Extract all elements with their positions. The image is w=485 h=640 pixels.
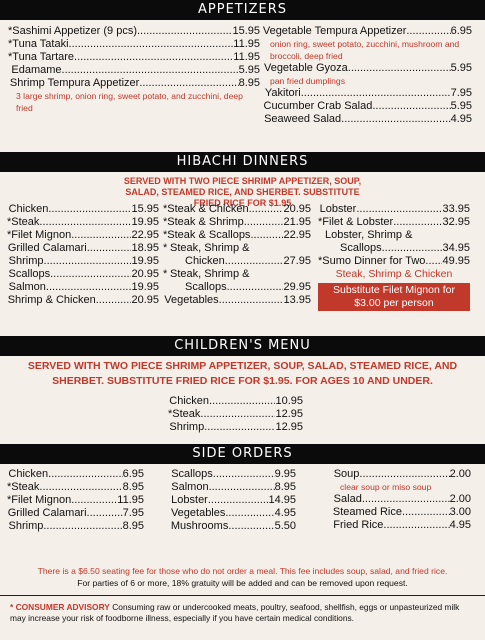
- item-price: 8.95: [122, 520, 144, 532]
- menu-item: [318, 255, 470, 268]
- leader-dots: [48, 468, 122, 481]
- item-name: Scallops: [171, 468, 213, 480]
- item-name: Steak: [172, 408, 201, 420]
- item-name: Tuna Tartare: [12, 51, 75, 63]
- item-name-continued: Chicken: [185, 255, 225, 267]
- menu-item: [7, 520, 144, 533]
- leader-dots: [204, 421, 275, 434]
- leader-dots: [208, 494, 269, 507]
- footer-divider: [0, 595, 485, 596]
- item-star: *: [8, 25, 13, 37]
- item-star: *: [163, 242, 168, 254]
- item-price: 11.95: [233, 51, 260, 63]
- item-price: 19.95: [131, 216, 159, 228]
- menu-item: [7, 468, 144, 481]
- item-star: *: [163, 229, 168, 241]
- leader-dots: [219, 294, 284, 307]
- leader-dots: [362, 493, 450, 506]
- item-name: Tuna Tataki: [12, 38, 69, 50]
- menu-item: [318, 203, 470, 216]
- item-name: Steak: [11, 216, 40, 228]
- item-price: 11.95: [117, 494, 144, 506]
- leader-dots: [50, 268, 131, 281]
- item-star: *: [318, 216, 323, 228]
- item-name: Steak, Shrimp &: [170, 268, 250, 280]
- item-name: Vegetable Tempura Appetizer: [262, 25, 407, 37]
- item-price: 2.00: [449, 493, 471, 505]
- menu-item: [163, 203, 311, 216]
- item-price: 5.95: [238, 64, 260, 76]
- seating-fee-note: There is a $6.50 seating fee for those who do not order a meal. This fee includes soup, salad, and fried rice.: [37, 566, 448, 576]
- item-price: 15.95: [232, 25, 260, 37]
- item-price: 3.00: [449, 506, 471, 518]
- menu-item: [7, 229, 159, 242]
- item-price: 19.95: [131, 281, 159, 293]
- item-price: 5.50: [274, 520, 296, 532]
- leader-dots: [402, 506, 450, 519]
- menu-item: [170, 494, 296, 507]
- sumo-description: Steak, Shrimp & Chicken: [335, 268, 453, 280]
- leader-dots: [359, 468, 449, 481]
- item-price: 22.95: [131, 229, 159, 241]
- hibachi-header: HIBACHI DINNERS: [0, 152, 485, 172]
- item-star: *: [7, 494, 12, 506]
- sides-column-3: [332, 468, 471, 532]
- advisory-star: *: [10, 602, 14, 612]
- item-name: Chicken: [8, 468, 49, 480]
- item-price: 4.95: [449, 519, 471, 531]
- item-name: Steak, Shrimp &: [170, 242, 250, 254]
- leader-dots: [39, 216, 131, 229]
- menu-item: [7, 255, 159, 268]
- menu-item: [318, 229, 470, 242]
- item-price: 11.95: [233, 38, 260, 50]
- menu-item: [168, 408, 303, 421]
- menu-item: [163, 216, 311, 229]
- item-price: 13.95: [283, 294, 311, 306]
- menu-item: [332, 493, 471, 506]
- item-name: Filet & Lobster: [322, 216, 394, 228]
- leader-dots: [43, 520, 122, 533]
- menu-item: [170, 507, 296, 520]
- item-price: 14.95: [268, 494, 296, 506]
- childrens-items: [168, 395, 303, 434]
- menu-item: [163, 268, 311, 281]
- leader-dots: [48, 203, 131, 216]
- item-name: Vegetables: [164, 294, 219, 306]
- advisory-label: CONSUMER ADVISORY: [15, 602, 110, 612]
- item-price: 8.95: [274, 481, 296, 493]
- item-star: *: [163, 203, 168, 215]
- item-name: Soup: [333, 468, 360, 480]
- menu-item: [170, 468, 296, 481]
- leader-dots: [200, 408, 275, 421]
- item-price: 18.95: [131, 242, 159, 254]
- childrens-menu-header: CHILDREN'S MENU: [0, 336, 485, 356]
- side-orders-header: SIDE ORDERS: [0, 444, 485, 464]
- menu-item: [7, 216, 159, 229]
- leader-dots: [46, 281, 132, 294]
- leader-dots: [87, 242, 132, 255]
- leader-dots: [382, 242, 443, 255]
- item-description: pan fried dumplings: [270, 76, 346, 86]
- leader-dots: [372, 100, 450, 113]
- item-price: 5.95: [450, 100, 472, 112]
- menu-item: [8, 64, 260, 77]
- hibachi-column-2: [163, 203, 311, 307]
- item-name: Salad: [333, 493, 362, 505]
- leader-dots: [87, 507, 123, 520]
- menu-item: [163, 229, 311, 242]
- item-star: *: [163, 268, 168, 280]
- menu-item: [7, 268, 159, 281]
- item-price: 10.95: [275, 395, 303, 407]
- item-price: 9.95: [274, 468, 296, 480]
- item-price: 34.95: [442, 242, 470, 254]
- item-name: Mushrooms: [170, 520, 229, 532]
- menu-item: [318, 216, 470, 229]
- item-star: *: [8, 38, 13, 50]
- item-price: 20.95: [131, 268, 159, 280]
- item-name: Scallops: [8, 268, 51, 280]
- leader-dots: [225, 255, 284, 268]
- item-name: Sashimi Appetizer (9 pcs): [12, 25, 137, 37]
- hibachi-column-1: [7, 203, 159, 307]
- menu-item: [8, 51, 260, 64]
- menu-item: [8, 77, 260, 90]
- menu-item: [262, 25, 472, 38]
- sides-column-1: [7, 468, 144, 533]
- item-star: *: [8, 51, 13, 63]
- item-price: 12.95: [275, 408, 303, 420]
- item-name: Steak & Shrimp: [167, 216, 244, 228]
- leader-dots: [213, 468, 275, 481]
- item-price: 12.95: [275, 421, 303, 433]
- item-price: 6.95: [122, 468, 144, 480]
- leader-dots: [301, 87, 451, 100]
- item-price: 20.95: [131, 294, 159, 306]
- menu-item: [168, 421, 303, 434]
- appetizers-right-column: [262, 25, 472, 126]
- item-price: 20.95: [283, 203, 311, 215]
- item-name: Lobster: [171, 494, 208, 506]
- menu-item: [7, 203, 159, 216]
- item-description: onion ring, sweet potato, zucchini, mushroom and broccoli, deep fried: [270, 39, 460, 61]
- item-name: Cucumber Crab Salad: [263, 100, 373, 112]
- item-name: Salmon: [8, 281, 46, 293]
- leader-dots: [96, 294, 132, 307]
- item-name: Yakitori: [264, 87, 301, 99]
- item-name-continued: Scallops: [185, 281, 227, 293]
- hibachi-note: SERVED WITH TWO PIECE SHRIMP APPETIZER, SOUP, SALAD, STEAMED RICE, AND SHERBET. SUBSTITUTE FRIED RICE FOR $1.95: [123, 176, 362, 208]
- item-price: 7.95: [122, 507, 144, 519]
- sides-column-2: [170, 468, 296, 533]
- item-name: Seaweed Salad: [264, 113, 342, 125]
- menu-item: [163, 294, 311, 307]
- leader-dots: [69, 38, 234, 51]
- item-price: 8.95: [122, 481, 144, 493]
- menu-item: [163, 242, 311, 255]
- substitute-filet-box: Substitute Filet Mignon for $3.00 per person: [318, 283, 470, 311]
- menu-item: [7, 281, 159, 294]
- menu-item: [332, 519, 471, 532]
- item-name: Lobster, Shrimp &: [325, 229, 413, 241]
- leader-dots: [62, 64, 239, 77]
- menu-item: [8, 38, 260, 51]
- advisory-text: Consuming raw or undercooked meats, poultry, seafood, shellfish, eggs or unpasteurized milk may increase your risk of foodborne illness, especially if you have certain medical conditions.: [10, 602, 460, 623]
- item-name: Steak & Scallops: [167, 229, 251, 241]
- item-description: clear soup or miso soup: [340, 482, 432, 492]
- leader-dots: [225, 507, 274, 520]
- gratuity-note: For parties of 6 or more, 18% gratuity will be added and can be removed upon request.: [77, 578, 408, 588]
- item-name: Chicken: [169, 395, 210, 407]
- menu-item: [7, 494, 144, 507]
- item-name: Shrimp: [8, 255, 44, 267]
- leader-dots: [228, 520, 274, 533]
- item-name: Shrimp: [8, 520, 44, 532]
- menu-item: [170, 520, 296, 533]
- leader-dots: [139, 77, 238, 90]
- menu-item-continued: [163, 281, 311, 294]
- menu-item: [8, 25, 260, 38]
- item-price: 4.95: [274, 507, 296, 519]
- item-name: Shrimp Tempura Appetizer: [9, 77, 140, 89]
- item-name: Fried Rice: [333, 519, 384, 531]
- item-name: Edamame: [11, 64, 62, 76]
- item-name: Steak: [11, 481, 40, 493]
- item-star: *: [318, 255, 323, 267]
- item-name: Shrimp: [169, 421, 205, 433]
- leader-dots: [71, 229, 131, 242]
- item-name: Salmon: [171, 481, 209, 493]
- item-price: 22.95: [283, 229, 311, 241]
- item-star: *: [7, 216, 12, 228]
- menu-item: [170, 481, 296, 494]
- menu-item: [262, 113, 472, 126]
- menu-item: [168, 395, 303, 408]
- menu-item: [7, 294, 159, 307]
- item-name: Chicken: [8, 203, 49, 215]
- leader-dots: [44, 255, 132, 268]
- item-price: 2.00: [449, 468, 471, 480]
- item-name-continued: Scallops: [340, 242, 382, 254]
- item-price: 29.95: [283, 281, 311, 293]
- menu-item: [262, 87, 472, 100]
- item-star: *: [168, 408, 173, 420]
- leader-dots: [356, 203, 442, 216]
- item-price: 19.95: [131, 255, 159, 267]
- appetizers-left-column: [8, 25, 260, 114]
- item-name: Filet Mignon: [11, 229, 72, 241]
- leader-dots: [137, 25, 232, 38]
- leader-dots: [71, 494, 117, 507]
- item-price: 33.95: [442, 203, 470, 215]
- menu-item: [7, 507, 144, 520]
- item-price: 27.95: [283, 255, 311, 267]
- item-name: Grilled Calamari: [7, 242, 87, 254]
- item-name: Lobster: [319, 203, 357, 215]
- item-price: 15.95: [131, 203, 159, 215]
- item-name: Vegetable Gyoza: [263, 62, 348, 74]
- appetizers-header: APPETIZERS: [0, 0, 485, 20]
- menu-item: [332, 468, 471, 481]
- leader-dots: [209, 481, 275, 494]
- menu-item: [7, 242, 159, 255]
- hibachi-column-3: [318, 203, 470, 311]
- childrens-note: SERVED WITH TWO PIECE SHRIMP APPETIZER, SOUP, SALAD, STEAMED RICE, AND SHERBET. SUBSTITUTE FRIED RICE FOR $1.95. FOR AGES 10 AND UNDER.: [27, 360, 458, 387]
- item-price: 7.95: [450, 87, 472, 99]
- menu-item: [262, 62, 472, 75]
- item-price: 8.95: [238, 77, 260, 89]
- item-description: 3 large shrimp, onion ring, sweet potato, and zucchini, deep fried: [16, 91, 243, 113]
- leader-dots: [425, 255, 442, 268]
- item-name: Filet Mignon: [11, 494, 72, 506]
- item-name: Shrimp & Chicken: [7, 294, 96, 306]
- menu-item: [7, 481, 144, 494]
- leader-dots: [227, 281, 284, 294]
- leader-dots: [39, 481, 122, 494]
- item-name: Vegetables: [170, 507, 226, 519]
- item-price: 21.95: [283, 216, 311, 228]
- item-star: *: [7, 229, 12, 241]
- item-star: *: [163, 216, 168, 228]
- leader-dots: [406, 25, 450, 38]
- item-name: Steamed Rice: [332, 506, 402, 518]
- leader-dots: [341, 113, 450, 126]
- leader-dots: [249, 203, 284, 216]
- menu-item: [332, 506, 471, 519]
- leader-dots: [393, 216, 442, 229]
- leader-dots: [74, 51, 233, 64]
- item-price: 49.95: [442, 255, 470, 267]
- item-star: [318, 229, 325, 242]
- item-price: 6.95: [450, 25, 472, 37]
- item-name: Sumo Dinner for Two: [322, 255, 426, 267]
- item-name: Steak & Chicken: [167, 203, 249, 215]
- item-name: Grilled Calamari: [7, 507, 87, 519]
- item-star: *: [7, 481, 12, 493]
- item-price: 32.95: [442, 216, 470, 228]
- leader-dots: [383, 519, 449, 532]
- menu-item-continued: [163, 255, 311, 268]
- consumer-advisory: [10, 602, 475, 624]
- leader-dots: [348, 62, 451, 75]
- menu-item-continued: [318, 242, 470, 255]
- menu-item: [262, 100, 472, 113]
- item-price: 5.95: [450, 62, 472, 74]
- item-price: 4.95: [450, 113, 472, 125]
- leader-dots: [250, 229, 283, 242]
- leader-dots: [209, 395, 275, 408]
- leader-dots: [244, 216, 284, 229]
